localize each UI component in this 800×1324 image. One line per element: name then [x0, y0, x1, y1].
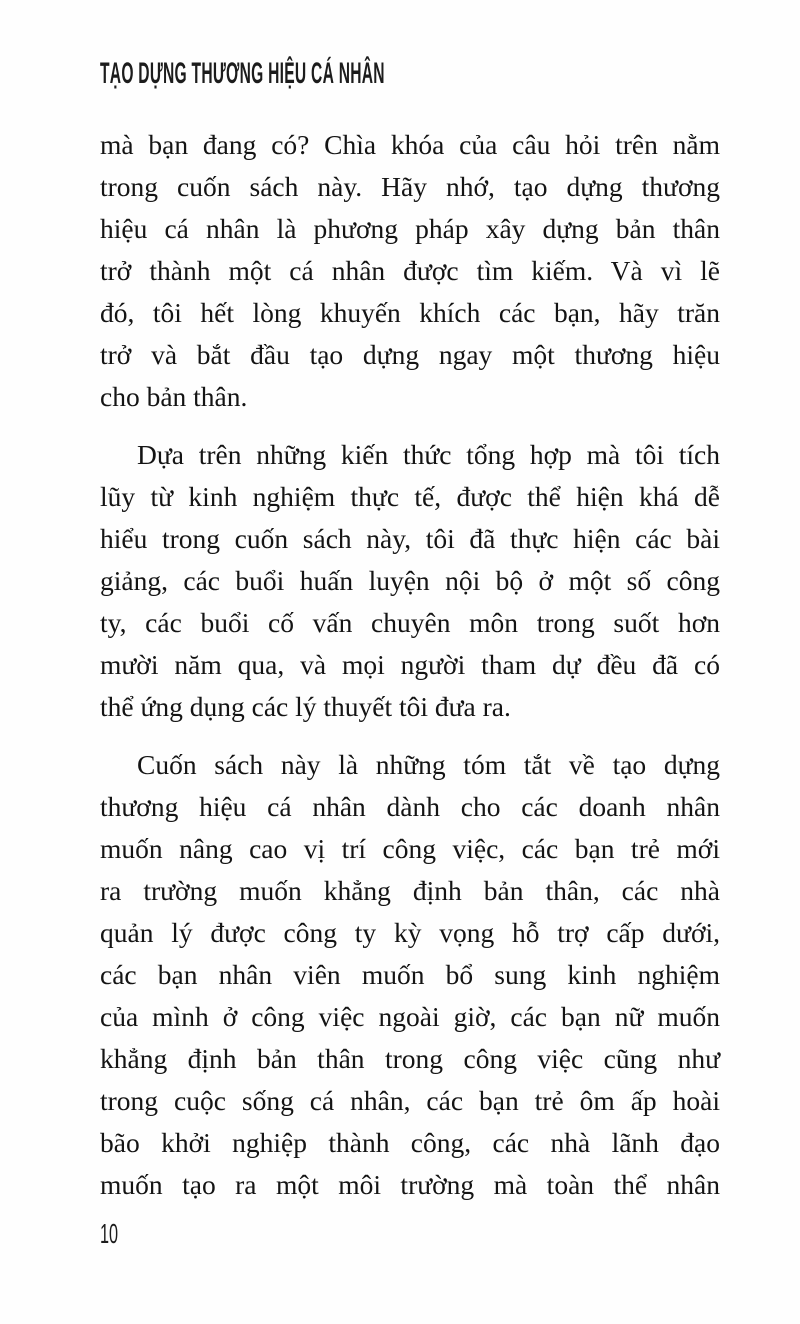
text-line: trong cuốn sách này. Hãy nhớ, tạo dựng thương: [100, 171, 720, 202]
text-line: trở thành một cá nhân được tìm kiếm. Và vì lẽ: [100, 255, 720, 286]
text-line: muốn tạo ra một môi trường mà toàn thể nhân: [100, 1169, 720, 1200]
text-line: thương hiệu cá nhân dành cho các doanh nhân: [100, 791, 720, 822]
running-header: TẠO DỰNG THƯƠNG HIỆU CÁ NHÂN: [100, 57, 385, 90]
paragraph: [100, 434, 720, 728]
text-line: lũy từ kinh nghiệm thực tế, được thể hiện khá dễ: [100, 481, 720, 512]
text-line: trong cuộc sống cá nhân, các bạn trẻ ôm ấp hoài: [100, 1085, 720, 1116]
page-number: 10: [100, 1218, 119, 1249]
text-line: quản lý được công ty kỳ vọng hỗ trợ cấp dưới,: [100, 917, 720, 948]
text-line: các bạn nhân viên muốn bổ sung kinh nghiệm: [100, 959, 720, 990]
text-line: bão khởi nghiệp thành công, các nhà lãnh đạo: [100, 1127, 720, 1158]
text-line: mười năm qua, và mọi người tham dự đều đã có: [100, 649, 720, 680]
text-line: khẳng định bản thân trong công việc cũng như: [100, 1043, 720, 1074]
text-line: trở và bắt đầu tạo dựng ngay một thương hiệu: [100, 339, 720, 370]
text-line: ty, các buổi cố vấn chuyên môn trong suốt hơn: [100, 607, 720, 638]
text-line: ra trường muốn khẳng định bản thân, các nhà: [100, 875, 720, 906]
text-line: đó, tôi hết lòng khuyến khích các bạn, hãy trăn: [100, 297, 720, 328]
text-line: thể ứng dụng các lý thuyết tôi đưa ra.: [100, 691, 511, 722]
text-line: muốn nâng cao vị trí công việc, các bạn trẻ mới: [100, 833, 720, 864]
paragraph: [100, 744, 720, 1206]
text-line: cho bản thân.: [100, 381, 248, 412]
text-line: Dựa trên những kiến thức tổng hợp mà tôi tích: [137, 439, 720, 470]
text-line: Cuốn sách này là những tóm tắt về tạo dựng: [137, 749, 720, 780]
text-line: giảng, các buổi huấn luyện nội bộ ở một số công: [100, 565, 720, 596]
body-text: [100, 124, 720, 1206]
text-line: hiểu trong cuốn sách này, tôi đã thực hiện các bài: [100, 523, 720, 554]
text-line: mà bạn đang có? Chìa khóa của câu hỏi trên nằm: [100, 129, 720, 160]
paragraph: [100, 124, 720, 418]
text-line: hiệu cá nhân là phương pháp xây dựng bản thân: [100, 213, 720, 244]
text-line: của mình ở công việc ngoài giờ, các bạn nữ muốn: [100, 1001, 720, 1032]
